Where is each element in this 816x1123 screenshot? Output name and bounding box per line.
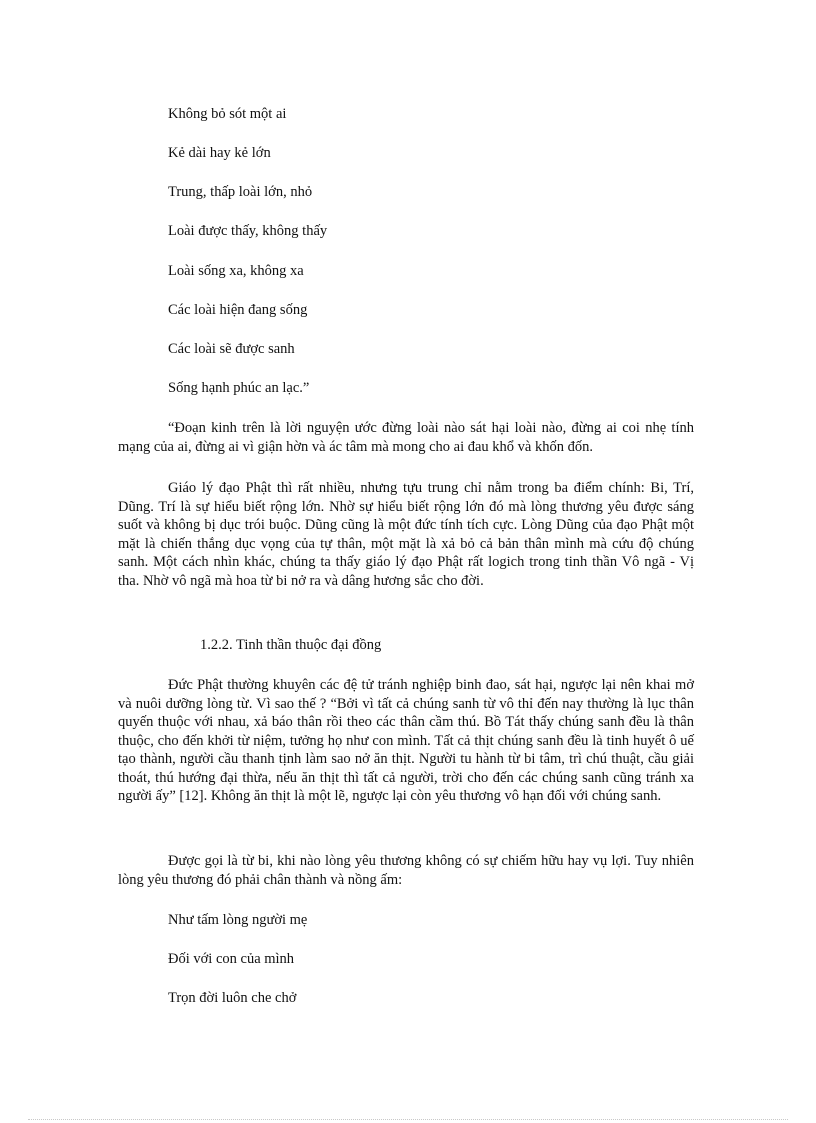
verse-line: Như tấm lòng người mẹ bbox=[168, 912, 308, 928]
verse-line: Loài được thấy, không thấy bbox=[168, 223, 328, 239]
verse-line: Đối với con của mình bbox=[168, 951, 295, 967]
verse-line: Loài sống xa, không xa bbox=[168, 263, 304, 279]
verse-line: Kẻ dài hay kẻ lớn bbox=[168, 145, 271, 161]
body-paragraph: Được gọi là từ bi, khi nào lòng yêu thương không có sự chiếm hữu hay vụ lợi. Tuy nhiên lòng yêu thương đó phải chân thành và nồng ấm: bbox=[118, 853, 694, 888]
page-bottom-divider bbox=[28, 1119, 788, 1120]
body-paragraph: Giáo lý đạo Phật thì rất nhiều, nhưng tựu trung chỉ nằm trong ba điểm chính: Bi, Trí, Dũng. Trí là sự hiểu biết rộng lớn. Nhờ sự hiểu biết rộng lớn đó mà lòng thương yêu được sáng suốt và không bị dục trói buộc. Dũng cũng là một đức tính tích cực. Lòng Dũng của đạo Phật một mặt là chiến thắng dục vọng của tự thân, một mặt là xả bỏ cả bản thân mình mà cứu độ chúng sanh. Một cách nhìn khác, chúng ta thấy giáo lý đạo Phật rất logich trong tinh thần Vô ngã - Vị tha. Nhờ vô ngã mà hoa từ bi nở ra và dâng hương sắc cho đời. bbox=[118, 480, 694, 589]
verse-line: Trọn đời luôn che chở bbox=[168, 990, 297, 1006]
verse-line: Sống hạnh phúc an lạc.” bbox=[168, 380, 310, 396]
verse-line: Trung, thấp loài lớn, nhỏ bbox=[168, 184, 313, 200]
verse-line: Không bỏ sót một ai bbox=[168, 106, 287, 122]
verse-line: Các loài hiện đang sống bbox=[168, 302, 308, 318]
verse-line: Các loài sẽ được sanh bbox=[168, 341, 295, 357]
body-paragraph: “Đoạn kinh trên là lời nguyện ước đừng loài nào sát hại loài nào, đừng ai coi nhẹ tính mạng của ai, đừng ai vì giận hờn và ác tâm mà mong cho ai đau khổ và khốn đốn. bbox=[118, 420, 694, 455]
body-paragraph: Đức Phật thường khuyên các đệ tử tránh nghiệp binh đao, sát hại, ngược lại nên khai mở và nuôi dưỡng lòng từ. Vì sao thế ? “Bởi vì tất cả chúng sanh từ vô thỉ đến nay thường là lục thân quyến thuộc với nhau, xả báo thân rồi theo các thân cầm thú. Bồ Tát thấy chúng sanh đều là thân thuộc, cho đến khởi từ niệm, tưởng họ như con mình. Tất cả thịt chúng sanh đều là tinh huyết ô uế tạo thành, người cầu thanh tịnh làm sao nở ăn thịt. Người tu hành từ bi tâm, trì chú thuật, cầu giải thoát, thú hướng đại thừa, nếu ăn thịt thì tất cả người, trời cho đến các chúng sanh cũng tránh xa người ấy” [12]. Không ăn thịt là một lẽ, ngược lại còn yêu thương vô hạn đối với chúng sanh. bbox=[118, 677, 694, 804]
section-heading: 1.2.2. Tinh thần thuộc đại đồng bbox=[200, 637, 382, 653]
